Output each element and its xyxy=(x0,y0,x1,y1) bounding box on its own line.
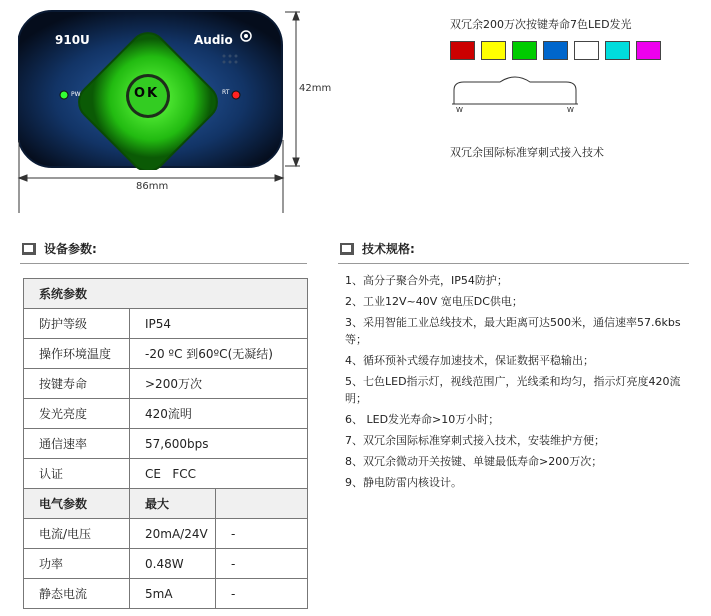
tech-title: 技术规格: xyxy=(362,242,415,256)
row-label: 通信速率 xyxy=(24,429,130,459)
button-profile-diagram xyxy=(450,72,580,117)
row-value: 0.48W xyxy=(130,549,216,579)
device-model: 910U xyxy=(55,33,90,47)
row-value: -20 ºC 到60ºC(无凝结) xyxy=(130,339,308,369)
elec-blank-header xyxy=(216,489,308,519)
list-item: 5、七色LED指示灯，视线范围广，光线柔和均匀，指示灯亮度420流明； xyxy=(345,375,681,406)
list-item: 3、采用智能工业总线技术，最大距离可达500米，通信速率57.6kbs等； xyxy=(345,316,681,347)
profile-caption: 双冗余国际标准穿刺式接入技术 xyxy=(450,146,604,159)
row-extra: - xyxy=(216,579,308,609)
row-label: 按键寿命 xyxy=(24,369,130,399)
checkbox-icon xyxy=(340,243,354,255)
row-label: 功率 xyxy=(24,549,130,579)
row-value: CE FCC xyxy=(130,459,308,489)
table-row xyxy=(24,549,308,579)
table-row xyxy=(24,519,308,549)
table-row xyxy=(24,579,308,609)
row-label: 电流/电压 xyxy=(24,519,130,549)
color-swatch-white xyxy=(574,41,599,60)
row-value: 20mA/24V xyxy=(130,519,216,549)
divider xyxy=(20,263,307,264)
table-row xyxy=(24,399,308,429)
led-color-swatches xyxy=(450,41,661,60)
table-row xyxy=(24,309,308,339)
row-label: 发光亮度 xyxy=(24,399,130,429)
color-swatch-cyan xyxy=(605,41,630,60)
ok-button-label: OK xyxy=(134,86,160,101)
table-row xyxy=(24,429,308,459)
list-item: 4、循环预补式缓存加速技术，保证数据平稳输出； xyxy=(345,354,594,368)
list-item: 1、高分子聚合外壳，IP54防护； xyxy=(345,274,508,287)
row-value: >200万次 xyxy=(130,369,308,399)
list-item: 2、工业12V~40V 宽电压DC供电； xyxy=(345,295,523,309)
height-dimension: 42mm xyxy=(299,83,332,94)
color-swatch-yellow xyxy=(481,41,506,60)
row-value: IP54 xyxy=(130,309,308,339)
row-label: 防护等级 xyxy=(24,309,130,339)
tech-list xyxy=(345,272,695,496)
profile-mark-right: W xyxy=(567,106,574,114)
color-swatch-green xyxy=(512,41,537,60)
list-item: 9、静电防雷内核设计。 xyxy=(345,476,462,490)
table-row xyxy=(24,369,308,399)
table-row xyxy=(24,459,308,489)
row-label: 静态电流 xyxy=(24,579,130,609)
color-swatch-blue xyxy=(543,41,568,60)
table-row xyxy=(24,489,308,519)
pw-label: PW xyxy=(71,91,81,98)
params-title: 设备参数: xyxy=(44,242,97,256)
table-row xyxy=(24,279,308,309)
device-audio-label: Audio xyxy=(194,33,233,47)
elec-header: 电气参数 xyxy=(24,489,130,519)
row-extra: - xyxy=(216,519,308,549)
system-header: 系统参数 xyxy=(24,279,308,309)
row-value: 57,600bps xyxy=(130,429,308,459)
row-value: 420流明 xyxy=(130,399,308,429)
color-swatch-magenta xyxy=(636,41,661,60)
row-value: 5mA xyxy=(130,579,216,609)
list-item: 8、双冗余微动开关按键、单键最低寿命>200万次； xyxy=(345,455,603,469)
color-swatch-red xyxy=(450,41,475,60)
checkbox-icon xyxy=(22,243,36,255)
list-item: 7、双冗余国际标准穿刺式接入技术，安装维护方便； xyxy=(345,434,605,448)
led-title: 双冗余200万次按键寿命7色LED发光 xyxy=(450,18,632,31)
list-item: 6、 LED发光寿命>10万小时； xyxy=(345,413,500,427)
params-table xyxy=(23,278,308,609)
row-label: 认证 xyxy=(24,459,130,489)
divider xyxy=(338,263,689,264)
params-heading xyxy=(22,240,97,257)
row-extra: - xyxy=(216,549,308,579)
table-row xyxy=(24,339,308,369)
rt-label: RT xyxy=(222,89,230,96)
dimension-lines xyxy=(0,0,340,220)
row-label: 操作环境温度 xyxy=(24,339,130,369)
elec-max-header: 最大 xyxy=(130,489,216,519)
width-dimension: 86mm xyxy=(136,181,169,192)
profile-mark-left: W xyxy=(456,106,463,114)
tech-heading xyxy=(340,240,415,257)
